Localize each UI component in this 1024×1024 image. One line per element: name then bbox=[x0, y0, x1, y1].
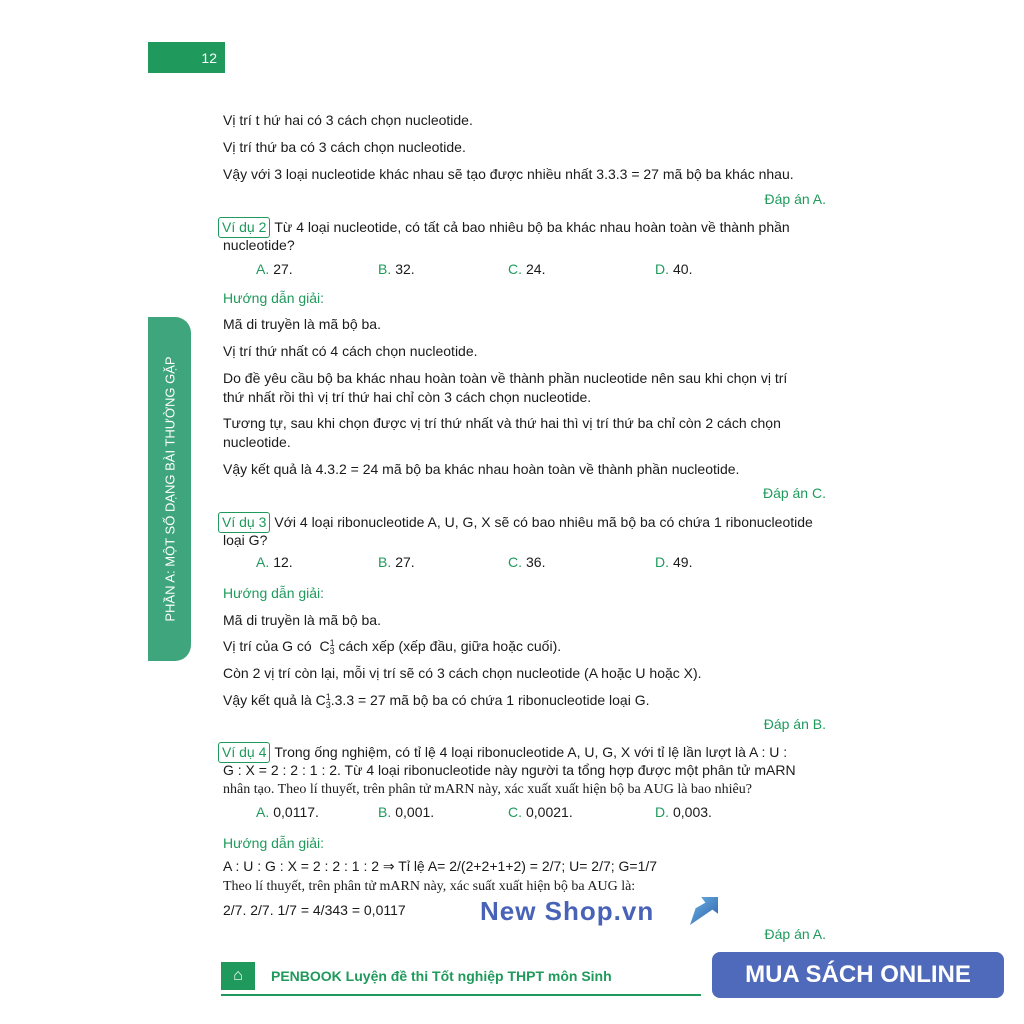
option-c: C. 36. bbox=[508, 554, 546, 570]
example-2-question bbox=[223, 217, 790, 238]
example-3-question bbox=[223, 512, 813, 533]
text-line: G : X = 2 : 2 : 1 : 2. Từ 4 loại ribonucleotide này người ta tổng hợp được một phân tử mARN bbox=[223, 762, 796, 778]
text-line: thứ nhất rồi thì vị trí thứ hai chỉ còn 3 cách chọn nucleotide. bbox=[223, 389, 592, 405]
text-line: Vị trí của G có C 1 3 cách xếp (xếp đầu, giữa hoặc cuối). bbox=[223, 638, 562, 657]
text-line: Vị trí thứ ba có 3 cách chọn nucleotide. bbox=[223, 139, 466, 155]
answer: Đáp án A. bbox=[764, 926, 826, 942]
text-line: 2/7. 2/7. 1/7 = 4/343 = 0,0117 bbox=[223, 902, 406, 918]
option-a: A. 12. bbox=[256, 554, 293, 570]
option-d: D. 40. bbox=[655, 261, 693, 277]
example-label: Ví dụ 3 bbox=[218, 512, 270, 533]
section-tab bbox=[148, 317, 191, 661]
text-line: Vậy kết quả là C 1 3 .3.3 = 27 mã bộ ba có chứa 1 ribonucleotide loại G. bbox=[223, 692, 650, 711]
question-text: Với 4 loại ribonucleotide A, U, G, X sẽ có bao nhiêu mã bộ ba có chứa 1 ribonucleotide bbox=[274, 514, 813, 530]
text-line: A : U : G : X = 2 : 2 : 1 : 2 ⇒ Tỉ lệ A= 2/(2+2+1+2) = 2/7; U= 2/7; G=1/7 bbox=[223, 858, 658, 874]
example-label: Ví dụ 4 bbox=[218, 742, 270, 763]
text-line: nhân tạo. Theo lí thuyết, trên phân tử mARN này, xác xuất xuất hiện bộ ba AUG là bao nhiêu? bbox=[223, 782, 752, 797]
text-line: Do đề yêu cầu bộ ba khác nhau hoàn toàn về thành phần nucleotide nên sau khi chọn vị trí bbox=[223, 370, 788, 386]
page-number: 12 bbox=[148, 42, 225, 73]
option-d: D. 0,003. bbox=[655, 804, 712, 820]
text-line: Vị trí thứ nhất có 4 cách chọn nucleotide. bbox=[223, 343, 478, 359]
solution-heading: Hướng dẫn giải: bbox=[223, 835, 325, 851]
text-line: nucleotide? bbox=[223, 237, 295, 253]
footer-text: PENBOOK Luyện đề thi Tốt nghiệp THPT môn Sinh bbox=[271, 968, 612, 984]
example-label: Ví dụ 2 bbox=[218, 217, 270, 238]
section-tab-label: PHẦN A: MỘT SỐ DẠNG BÀI THƯỜNG GẶP bbox=[162, 356, 177, 622]
watermark-brand: New Shop.vn bbox=[480, 896, 655, 926]
text-line: Theo lí thuyết, trên phân tử mARN này, xác suất xuất hiện bộ ba AUG là: bbox=[223, 879, 636, 894]
text-line: Vậy kết quả là 4.3.2 = 24 mã bộ ba khác nhau hoàn toàn về thành phần nucleotide. bbox=[223, 461, 740, 477]
watermark-banner: MUA SÁCH ONLINE bbox=[712, 952, 1004, 998]
option-b: B. 32. bbox=[378, 261, 415, 277]
example-4-question bbox=[223, 742, 787, 763]
question-text: Trong ống nghiệm, có tỉ lệ 4 loại ribonucleotide A, U, G, X với tỉ lệ lần lượt là A : U : bbox=[274, 744, 788, 760]
option-c: C. 24. bbox=[508, 261, 546, 277]
text-line: Còn 2 vị trí còn lại, mỗi vị trí sẽ có 3 cách chọn nucleotide (A hoặc U hoặc X). bbox=[223, 665, 702, 681]
option-b: B. 27. bbox=[378, 554, 415, 570]
option-b: B. 0,001. bbox=[378, 804, 435, 820]
option-d: D. 49. bbox=[655, 554, 693, 570]
text-line: Tương tự, sau khi chọn được vị trí thứ nhất và thứ hai thì vị trí thứ ba chỉ còn 2 cách chọn bbox=[223, 415, 781, 431]
option-a: A. 27. bbox=[256, 261, 293, 277]
text-line: Vị trí t hứ hai có 3 cách chọn nucleotide. bbox=[223, 112, 473, 128]
option-a: A. 0,0117. bbox=[256, 804, 319, 820]
option-c: C. 0,0021. bbox=[508, 804, 573, 820]
text-line: Mã di truyền là mã bộ ba. bbox=[223, 612, 381, 628]
answer: Đáp án A. bbox=[764, 191, 826, 207]
solution-heading: Hướng dẫn giải: bbox=[223, 290, 325, 306]
question-text: Từ 4 loại nucleotide, có tất cả bao nhiêu bộ ba khác nhau hoàn toàn về thành phần bbox=[274, 219, 790, 235]
text-line: Vậy với 3 loại nucleotide khác nhau sẽ tạo được nhiều nhất 3.3.3 = 27 mã bộ ba khác nhau. bbox=[223, 166, 794, 182]
text-line: nucleotide. bbox=[223, 434, 291, 450]
footer bbox=[221, 962, 701, 996]
solution-heading: Hướng dẫn giải: bbox=[223, 585, 325, 601]
penbook-logo-icon: ⌂ bbox=[221, 962, 255, 990]
answer: Đáp án C. bbox=[762, 485, 826, 501]
answer: Đáp án B. bbox=[763, 716, 826, 732]
text-line: Mã di truyền là mã bộ ba. bbox=[223, 316, 381, 332]
text-line: loại G? bbox=[223, 532, 268, 548]
watermark-arrow-icon bbox=[690, 897, 718, 925]
